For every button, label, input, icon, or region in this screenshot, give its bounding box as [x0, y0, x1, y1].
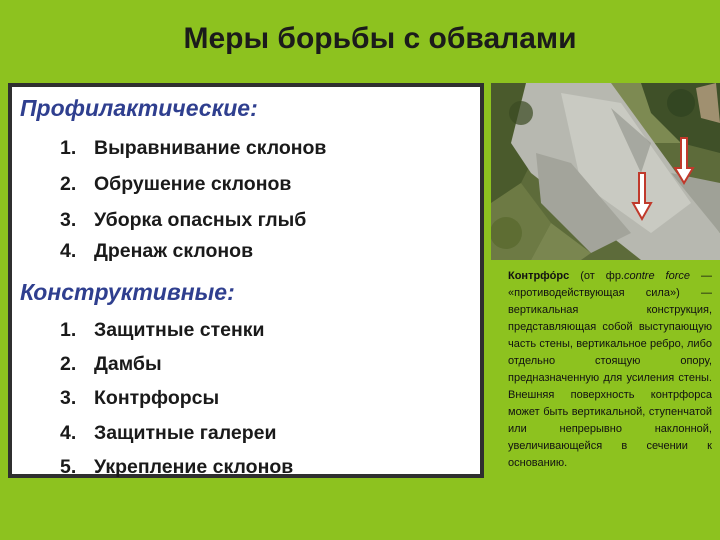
buttress-definition: Контрфо́рс (от фр.contre force — «противодействующая сила») — вертикальная конструкция, представляющая собой выступающую часть стены, вертикальное ребро, либо отдельно стоящую опору, предназначенную для усиления стены. Внешняя поверхность контрфорса может быть вертикальной, ступенчатой или непрерывно наклонной, увеличивающейся в сечении к основанию.	[508, 270, 712, 469]
buttress-photo	[491, 83, 720, 260]
list-item: 1. Защитные стенки	[60, 319, 265, 341]
list-item: 5. Укрепление склонов	[60, 456, 294, 478]
slide-title: Меры борьбы с обвалами	[183, 22, 577, 55]
list-item: 2. Обрушение склонов	[60, 173, 292, 195]
list-item: 4. Защитные галереи	[60, 422, 277, 444]
term: Контрфо́рс	[508, 270, 570, 282]
measures-panel	[8, 83, 484, 478]
list-item: 2. Дамбы	[60, 353, 162, 375]
list-item: 1. Выравнивание склонов	[60, 137, 327, 159]
list-item: 3. Контрфорсы	[60, 387, 220, 409]
list-item: 3. Уборка опасных глыб	[60, 209, 307, 231]
section-heading-constructive: Конструктивные:	[20, 279, 235, 305]
section-heading-preventive: Профилактические:	[20, 95, 258, 121]
list-item: 4. Дренаж склонов	[60, 240, 254, 262]
